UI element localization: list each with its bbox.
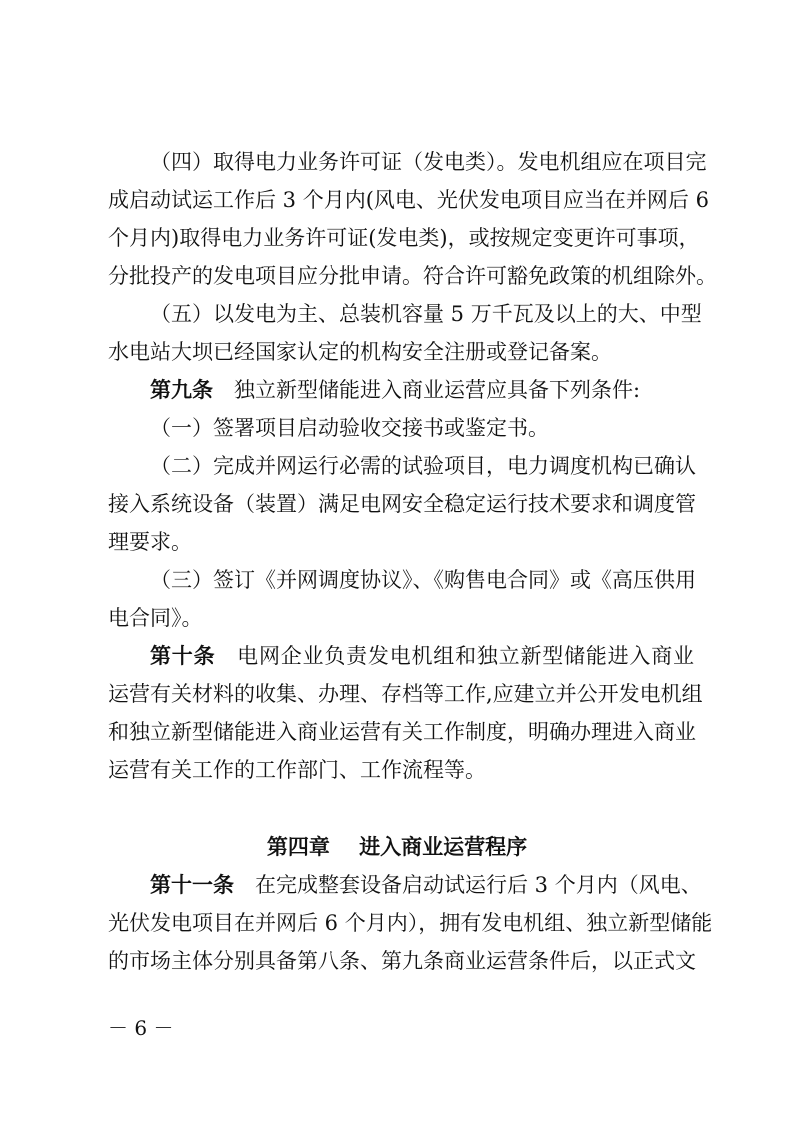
page-number: － 6 － [108,1016,174,1040]
article-11-line-1 [150,872,702,898]
article-10-text: 电网企业负责发电机组和独立新型储能进入商业 [237,644,695,668]
item-2-line-2: 接入系统设备（装置）满足电网安全稳定运行技术要求和调度管 [108,492,696,516]
chapter-heading: 第四章 进入商业运营程序 [266,835,528,859]
para-5-line-1: （五）以发电为主、总装机容量 5 万千瓦及以上的大、中型 [150,302,702,326]
item-2-line-1: （二）完成并网运行必需的试验项目，电力调度机构已确认 [150,454,696,478]
article-10-line-2: 运营有关材料的收集、办理、存档等工作,应建立并公开发电机组 [108,682,703,706]
article-11-text: 在完成整套设备启动试运行后 3 个月内（风电、 [255,873,702,897]
article-10-line-4: 运营有关工作的工作部门、工作流程等。 [108,758,486,782]
item-2-line-3: 理要求。 [108,530,192,554]
article-11-label: 第十一条 [150,873,234,897]
article-10-line-1 [150,643,694,669]
article-9-label: 第九条 [150,378,213,402]
article-9 [150,377,694,403]
item-3-line-1: （三）签订《并网调度协议》、《购售电合同》或《高压供用 [150,568,696,592]
article-10-line-3: 和独立新型储能进入商业运营有关工作制度，明确办理进入商业 [108,720,696,744]
article-10-label: 第十条 [150,644,216,668]
para-4-line-4: 分批投产的发电项目应分批申请。符合许可豁免政策的机组除外。 [108,264,717,288]
para-4-line-1: （四）取得电力业务许可证（发电类）。发电机组应在项目完 [150,150,707,174]
item-3-line-2: 电合同》。 [108,606,203,630]
article-9-text: 独立新型储能进入商业运营应具备下列条件: [234,378,641,402]
item-1-line-1: （一）签署项目启动验收交接书或鉴定书。 [150,416,549,440]
para-4-line-2: 成启动试运工作后 3 个月内(风电、光伏发电项目应当在并网后 6 [108,188,709,212]
article-11-line-3: 的市场主体分别具备第八条、第九条商业运营条件后，以正式文 [108,949,696,973]
article-11-line-2: 光伏发电项目在并网后 6 个月内），拥有发电机组、独立新型储能 [108,911,713,935]
para-4-line-3: 个月内)取得电力业务许可证(发电类)，或按规定变更许可事项， [108,226,700,250]
para-5-line-2: 水电站大坝已经国家认定的机构安全注册或登记备案。 [108,340,612,364]
